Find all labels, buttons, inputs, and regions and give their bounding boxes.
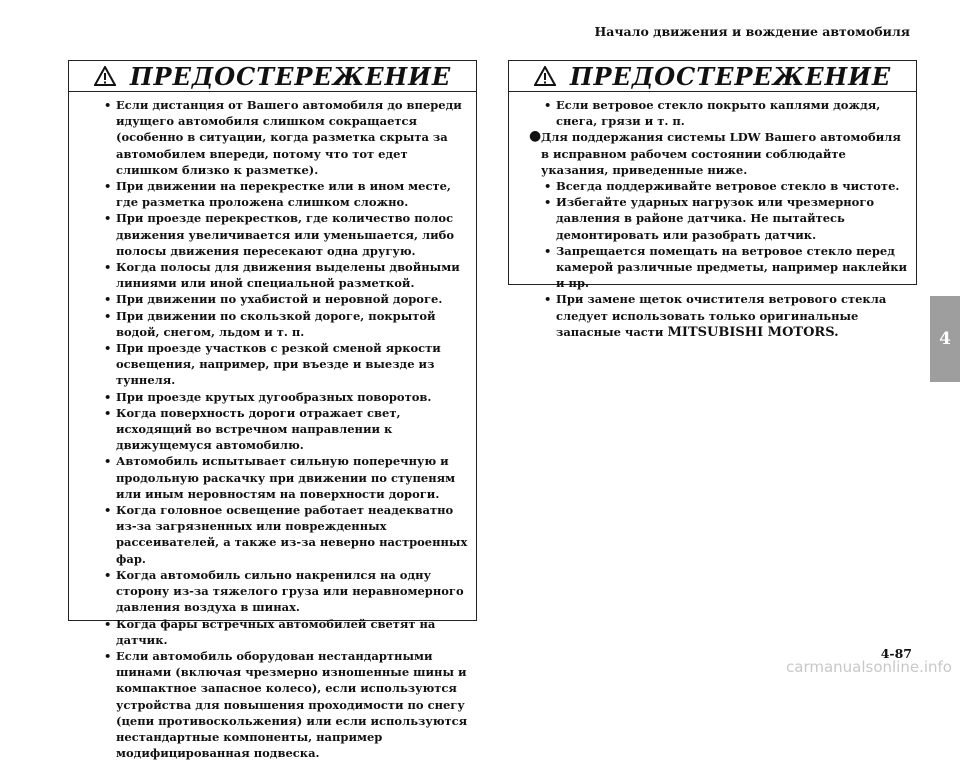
list-item: • Когда поверхность дороги отражает свет, исходящий во встречном направлении к движущемуся автомобилю.: [104, 405, 401, 453]
list-item: • При проезде перекрестков, где количество полос движения увеличивается или уменьшается, либо полосы движения пересекают одна другую.: [104, 211, 454, 258]
warning-box-left: [68, 60, 477, 761]
warning-box-right: [508, 60, 917, 340]
list-item: • При проезде крутых дугообразных поворотов.: [104, 389, 432, 404]
list-item: • Когда фары встречных автомобилей светят на датчик.: [104, 616, 436, 647]
list-item: • При замене щеток очистителя ветрового стекла следует использовать только оригинальные запасные части MITSUBISHI MOTORS.: [544, 292, 887, 340]
warning-list: [69, 92, 476, 761]
brand-name: MITSUBISHI MOTORS.: [667, 324, 839, 340]
list-item: • При проезде участков с резкой сменой яркости освещения, например, при въезде и выезде из туннеля.: [104, 341, 441, 388]
warning-header: [509, 61, 916, 92]
warning-triangle-icon: [94, 66, 116, 86]
list-item: • Запрещается помещать на ветровое стекло перед камерой различные предметы, например наклейки и пр.: [544, 243, 908, 291]
warning-header: [69, 61, 476, 92]
list-item: • При движении по скользкой дороге, покрытой водой, снегом, льдом и т. п.: [104, 308, 436, 339]
list-item: • Если автомобиль оборудован нестандартными шинами (включая чрезмерно изношенные шины и компактное запасное колесо), если используются устройства для повышения проходимости по снегу (цепи противоскольжения) или если используются нестандартные компоненты, например модифицированная подвеска.: [104, 648, 468, 761]
list-item: • Когда полосы для движения выделены двойными линиями или иной специальной разметкой.: [104, 260, 460, 291]
warning-list: [509, 92, 916, 341]
list-item-main: ● Для поддержания системы LDW Вашего автомобиля в исправном рабочем состоянии соблюдайте указания, приведенные ниже.: [529, 128, 901, 177]
list-item: • Автомобиль испытывает сильную поперечную и продольную раскачку при движении по ступеням или иным неровностям на поверхности дороги.: [104, 454, 456, 501]
warning-title: ПРЕДОСТЕРЕЖЕНИЕ: [129, 61, 452, 91]
list-item: • При движении по ухабистой и неровной дороге.: [104, 292, 443, 307]
list-item: • Если дистанция от Вашего автомобиля до впереди идущего автомобиля слишком сокращается (особенно в ситуации, когда разметка скрыта за автомобилем впереди, потому что тот едет слишком близко к разметке).: [104, 98, 462, 177]
watermark: carmanualsonline.info: [786, 658, 952, 676]
list-item: • Если ветровое стекло покрыто каплями дождя, снега, грязи и т. п.: [544, 98, 881, 129]
page-number: 4-87: [880, 646, 912, 661]
warning-title: ПРЕДОСТЕРЕЖЕНИЕ: [569, 61, 892, 91]
list-item: • Когда головное освещение работает неадекватно из-за загрязненных или поврежденных рассеивателей, а также из-за неверно настроенных фар.: [104, 503, 468, 566]
list-item: • При движении на перекрестке или в ином месте, где разметка проложена слишком сложно.: [104, 179, 451, 210]
list-item: • Всегда поддерживайте ветровое стекло в чистоте.: [544, 179, 900, 194]
page-header: Начало движения и вождение автомобиля: [594, 24, 910, 39]
list-item: • Избегайте ударных нагрузок или чрезмерного давления в районе датчика. Не пытайтесь демонтировать или разобрать датчик.: [544, 195, 875, 242]
chapter-tab: 4: [930, 296, 960, 382]
list-item: • Когда автомобиль сильно накренился на одну сторону из-за тяжелого груза или неравномерного давления воздуха в шинах.: [104, 567, 464, 615]
warning-triangle-icon: [534, 66, 556, 86]
